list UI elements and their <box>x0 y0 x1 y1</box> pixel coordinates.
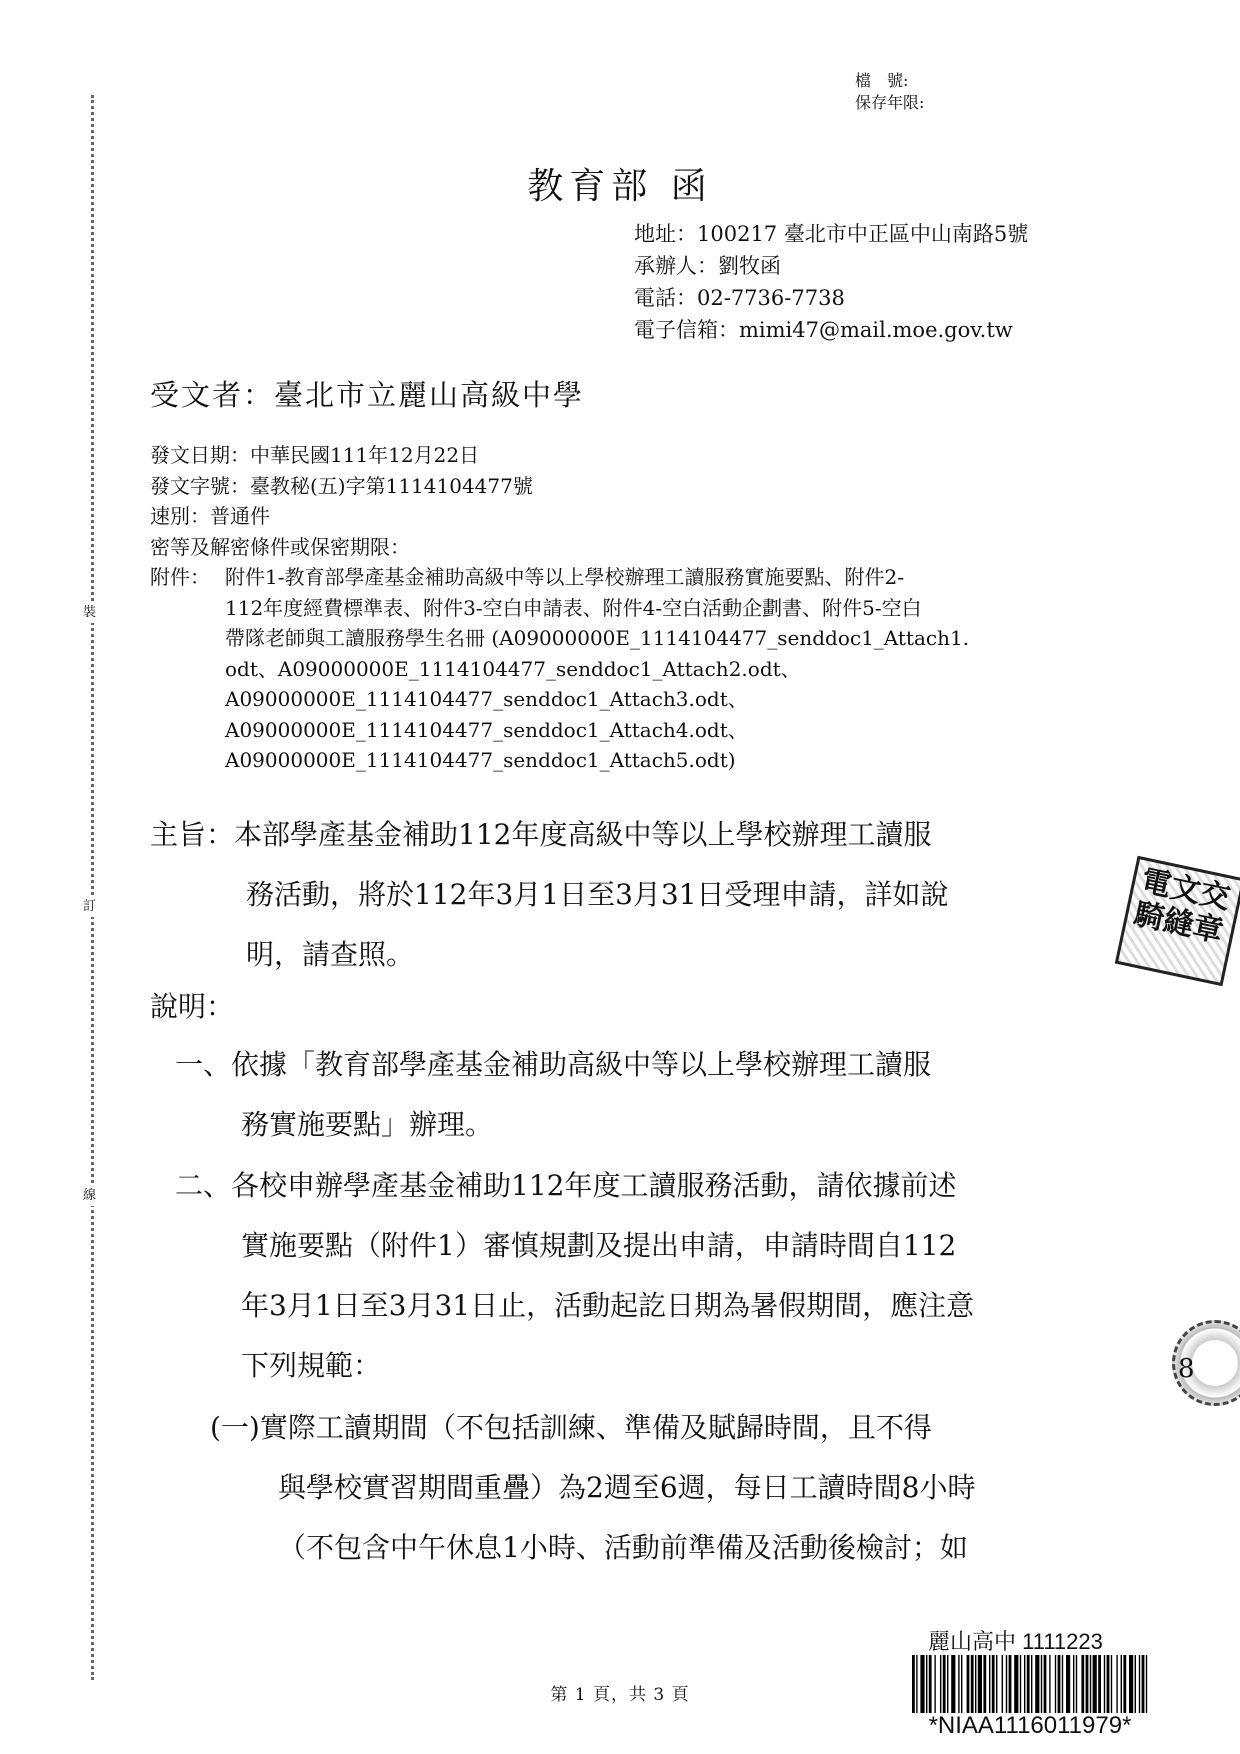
attachments <box>150 562 969 776</box>
barcode-bar <box>1104 1655 1105 1713</box>
barcode-bar <box>1098 1655 1101 1713</box>
barcode-bar <box>1027 1655 1030 1713</box>
barcode-bar <box>1086 1655 1089 1713</box>
receipt-stamp: 麗山高中 1111223 <box>928 1629 1103 1654</box>
barcode-bar <box>912 1655 915 1713</box>
barcode-bar <box>929 1655 932 1713</box>
file-info <box>855 70 924 114</box>
subject-line: 主旨：本部學產基金補助112年度高級中等以上學校辦理工讀服 <box>150 818 932 851</box>
barcode-bar <box>916 1655 917 1713</box>
recipient: 受文者：臺北市立麗山高級中學 <box>150 378 585 412</box>
subitem-line: 與學校實習期間重疊）為2週至6週，每日工讀時間8小時 <box>278 1471 976 1504</box>
attachment-line: 帶隊老師與工讀服務學生名冊 (A09000000E_1114104477_senddoc1_Attach1. <box>225 626 970 650</box>
barcode-bar <box>1035 1655 1039 1713</box>
barcode-bar <box>1031 1655 1032 1713</box>
barcode-bar <box>1049 1655 1050 1713</box>
barcode-bar <box>1111 1655 1112 1713</box>
speed-class: 速別：普通件 <box>150 504 270 528</box>
barcode-text: *NIAA1116011979* <box>928 1712 1132 1739</box>
sender-info <box>634 218 1028 346</box>
binding-char-ding: 訂 <box>83 897 96 917</box>
attachment-line: odt、A09000000E_1114104477_senddoc1_Attach2.odt、 <box>225 656 801 681</box>
barcode-bar <box>992 1655 995 1713</box>
barcode-bar <box>1058 1655 1061 1713</box>
secrecy-level: 密等及解密條件或保密期限： <box>150 534 410 559</box>
sender-address: 地址：100217 臺北市中正區中山南路5號 <box>634 222 1029 246</box>
document-title: 教育部 函 <box>527 166 713 207</box>
attachment-list <box>150 562 969 776</box>
retention-label: 保存年限: <box>855 93 925 112</box>
barcode-bar <box>1123 1655 1126 1713</box>
file-number-label: 檔 號: <box>855 71 909 90</box>
page-number: 第 1 頁，共 3 頁 <box>550 1685 690 1705</box>
barcode-bar <box>971 1655 974 1713</box>
seal-number: 8 <box>1178 1354 1195 1384</box>
barcode-bar <box>983 1655 986 1713</box>
seam-stamp: 電文交 騎縫章 <box>1115 856 1240 986</box>
barcode-bar <box>1002 1655 1003 1713</box>
barcode-bar <box>1142 1655 1145 1713</box>
explanation-heading: 說明： <box>150 990 235 1023</box>
barcode-bar <box>1146 1655 1147 1713</box>
attachment-line: 附件1-教育部學產基金補助高級中等以上學校辦理工讀服務實施要點、附件2- <box>225 565 904 589</box>
attachment-line: A09000000E_1114104477_senddoc1_Attach5.odt) <box>225 748 736 772</box>
attachment-line: A09000000E_1114104477_senddoc1_Attach4.odt、 <box>225 717 748 742</box>
barcode-bar <box>1139 1655 1140 1713</box>
subject <box>150 805 949 985</box>
subject-line: 明，請查照。 <box>246 938 415 971</box>
barcode-bar <box>1055 1655 1056 1713</box>
sender-email: 電子信箱：mimi47@mail.moe.gov.tw <box>634 318 1013 342</box>
barcode-bar <box>934 1655 935 1713</box>
item-line: 下列規範： <box>241 1349 382 1382</box>
subject-line: 務活動，將於112年3月1日至3月31日受理申請，詳如說 <box>246 878 949 911</box>
sender-contact: 承辦人：劉牧函 <box>634 254 781 278</box>
item-line: 年3月1日至3月31日止，活動起訖日期為暑假期間，應注意 <box>241 1289 975 1322</box>
barcode-bar <box>978 1655 982 1713</box>
document-meta <box>150 440 969 776</box>
barcode-bar <box>951 1655 955 1713</box>
barcode-bar <box>996 1655 997 1713</box>
barcode-bar <box>1116 1655 1117 1713</box>
document-number: 發文字號：臺教秘(五)字第1114104477號 <box>150 473 533 498</box>
barcode-bar <box>1073 1655 1074 1713</box>
barcode-bar <box>1129 1655 1133 1713</box>
barcode-bar <box>1044 1655 1047 1713</box>
barcode-bar <box>975 1655 976 1713</box>
barcode-bar <box>967 1655 970 1713</box>
item-line: 務實施要點」辦理。 <box>241 1108 494 1141</box>
barcode-bar <box>943 1655 946 1713</box>
barcode <box>910 1655 1150 1713</box>
attachment-line: A09000000E_1114104477_senddoc1_Attach3.odt、 <box>225 687 748 711</box>
barcode-bar <box>1020 1655 1021 1713</box>
barcode-bar <box>1121 1655 1122 1713</box>
subitem-line: (一)實際工讀期間（不包括訓練、準備及賦歸時間，且不得 <box>210 1411 932 1444</box>
attachment-label: 附件： <box>150 565 210 589</box>
barcode-bar <box>940 1655 941 1713</box>
explanation-subitem-1 <box>210 1398 975 1578</box>
barcode-bar <box>958 1655 959 1713</box>
binding-margin-line <box>91 95 94 1680</box>
barcode-bar <box>1041 1655 1042 1713</box>
barcode-bar <box>1081 1655 1084 1713</box>
barcode-bar <box>1024 1655 1025 1713</box>
barcode-bar <box>1009 1655 1012 1713</box>
barcode-bar <box>947 1655 948 1713</box>
issue-date: 發文日期：中華民國111年12月22日 <box>150 443 480 467</box>
barcode-bar <box>1066 1655 1070 1713</box>
binding-char-xian: 線 <box>83 1186 96 1206</box>
barcode-bar <box>926 1655 927 1713</box>
sender-phone: 電話：02-7736-7738 <box>634 286 845 310</box>
barcode-bar <box>961 1655 962 1713</box>
attachment-line: 112年度經費標準表、附件3-空白申請表、附件4-空白活動企劃書、附件5-空白 <box>225 595 922 620</box>
item-line: 一、依據「教育部學產基金補助高級中等以上學校辦理工讀服 <box>175 1048 932 1081</box>
barcode-bar <box>1014 1655 1018 1713</box>
barcode-bar <box>1093 1655 1097 1713</box>
subitem-line: （不包含中午休息1小時、活動前準備及活動後檢討；如 <box>278 1531 968 1564</box>
barcode-bar <box>1076 1655 1077 1713</box>
barcode-bar <box>1006 1655 1007 1713</box>
item-line: 二、各校申辦學產基金補助112年度工讀服務活動，請依據前述 <box>175 1169 957 1202</box>
item-line: 實施要點（附件1）審慎規劃及提出申請，申請時間自112 <box>241 1229 957 1262</box>
binding-char-zhuang: 裝 <box>83 603 96 623</box>
barcode-bar <box>1107 1655 1110 1713</box>
explanation-item-1 <box>175 1035 931 1155</box>
barcode-bar <box>920 1655 924 1713</box>
barcode-bar <box>1062 1655 1063 1713</box>
barcode-bar <box>1135 1655 1136 1713</box>
explanation-item-2 <box>175 1156 974 1396</box>
barcode-bar <box>1090 1655 1091 1713</box>
barcode-bar <box>989 1655 990 1713</box>
